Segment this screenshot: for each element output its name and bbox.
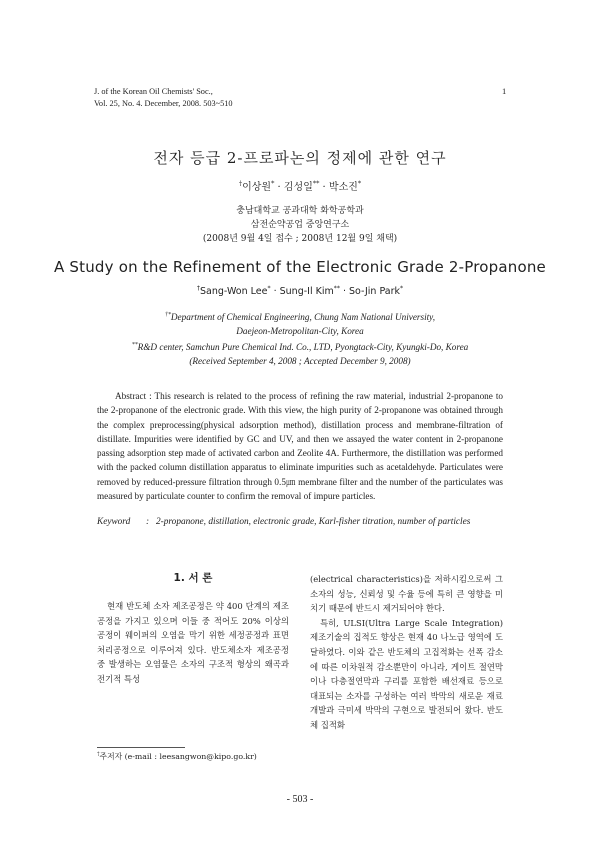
intro-right-column: [310, 572, 503, 733]
english-author-2: Sung-Il Kim: [279, 286, 334, 298]
english-affiliation-2: R&D center, Samchun Pure Chemical Ind. Co., LTD, Pyongtack-City, Kyungki-Do, Korea: [137, 342, 469, 353]
korean-author-2: 김성일: [283, 182, 313, 193]
top-page-number: 1: [502, 86, 507, 96]
korean-authors: †이상원* · 김성일** · 박소진*: [238, 179, 362, 193]
intro-left-column: 현재 반도체 소자 제조공정은 약 400 단계의 제조공정을 가지고 있으며 이들 중 적어도 20% 이상의 공정이 웨이퍼의 오염을 막기 위한 세정공정과 표면처리공정으로 이루어져 있다. 반도체소자 제조공정 중 발생하는 오염물은 소자의 구조적 형상의 왜곡과 전기적 특성: [97, 601, 289, 684]
english-affiliation-1-city: Daejeon-Metropolitan-City, Korea: [236, 326, 364, 337]
keyword-text: 2-propanone, distillation, electronic grade, Karl-fisher titration, number of particles: [156, 517, 471, 527]
english-author-1: Sang-Won Lee: [200, 286, 268, 298]
korean-affiliations: [0, 204, 600, 246]
keywords: Keyword : 2-propanone, distillation, electronic grade, Karl-fisher titration, number of particles: [97, 515, 503, 529]
footnote-text: 주저자 (e-mail : leesangwon@kipo.go.kr): [99, 752, 257, 761]
english-author-3: So-Jin Park: [349, 286, 400, 298]
abstract: [97, 389, 503, 503]
section-heading: 1. 서 론: [173, 572, 213, 584]
english-authors: †Sang-Won Lee* · Sung-Il Kim** · So-Jin Park*: [196, 285, 404, 298]
dagger-mark: †: [238, 179, 243, 188]
intro-paragraph-2: 특히, ULSI(Ultra Large Scale Integration) 제조기술의 집적도 향상은 현재 40 나노급 영역에 도달하였다. 이와 같은 반도체의 고집적화는 선폭 감소에 따른 이차원적 감소뿐만이 아니라, 게이트 절연막이나 다층절연막과 구리를 포함한 배선재료 등으로 대표되는 소자를 구성하는 여러 박막의 새로운 재료개발과 극미세 박막의 구현으로 발전되어 왔다. 반도체 집적화: [310, 617, 503, 730]
korean-dates: (2008년 9월 4일 접수 ; 2008년 12월 9일 채택): [202, 234, 398, 244]
korean-author-3: 박소진: [328, 182, 358, 193]
footnote-divider: [97, 747, 185, 748]
page-footer: - 503 -: [286, 794, 314, 805]
english-affiliations: †*Department of Chemical Engineering, Chung Nam National University, Daejeon-Metropolitan-City, Korea **R&D center, Samchun Pure Chemical Ind. Co., LTD, Pyongtack-City, Kyungki-Do, Korea (Received September 4, 2008 ; Accepted December 9, 2008): [96, 308, 504, 368]
footnote: †주저자 (e-mail : leesangwon@kipo.go.kr): [97, 751, 257, 761]
intro-paragraph-1: (electrical characteristics)을 저하시킴으로써 그 소자의 성능, 신뢰성 및 수율 등에 특히 큰 영향을 미치기 때문에 반드시 제거되어야 한다.: [310, 574, 503, 614]
journal-citation: [94, 86, 233, 110]
korean-affiliation-1: 충남대학교 공과대학 화학공학과: [236, 206, 364, 216]
korean-title: 전자 등급 2-프로파논의 정제에 관한 연구: [153, 149, 447, 167]
english-dates: (Received September 4, 2008 ; Accepted December 9, 2008): [189, 356, 411, 367]
keyword-label: Keyword: [97, 517, 131, 527]
korean-affiliation-2: 삼전순약공업 중앙연구소: [250, 220, 350, 230]
english-affiliation-1: Department of Chemical Engineering, Chung Nam National University,: [170, 312, 436, 323]
abstract-label: Abstract: [115, 391, 147, 401]
korean-author-1: 이상원: [242, 182, 272, 193]
abstract-text: : This research is related to the process of refining the raw material, industrial 2-propanone to the 2-propanone of the electronic grade. With this view, the high purity of 2-propanone was obtained through the complex preprocessing(physical adsorption method), distillation process and membrane-filtration of distillate. Impurities were identified by GC and UV, and then we assayed the water content in 2-propanone passing adsorption step made of activated carbon and Zeolite 4A. Furthermore, the distillation was performed with the packed column distillation apparatus to eliminate impurities such as acetaldehyde. Particulates were removed by reduced-pressure filtration through 0.5㎛ membrane filter and the number of the particulates was measured by particulate counter to confirm the removal of impure particles.: [97, 391, 503, 502]
journal-volume: Vol. 25, No. 4. December, 2008. 503~510: [94, 99, 233, 108]
journal-name: J. of the Korean Oil Chemists' Soc.,: [94, 87, 213, 96]
english-title: A Study on the Refinement of the Electronic Grade 2-Propanone: [53, 258, 546, 276]
